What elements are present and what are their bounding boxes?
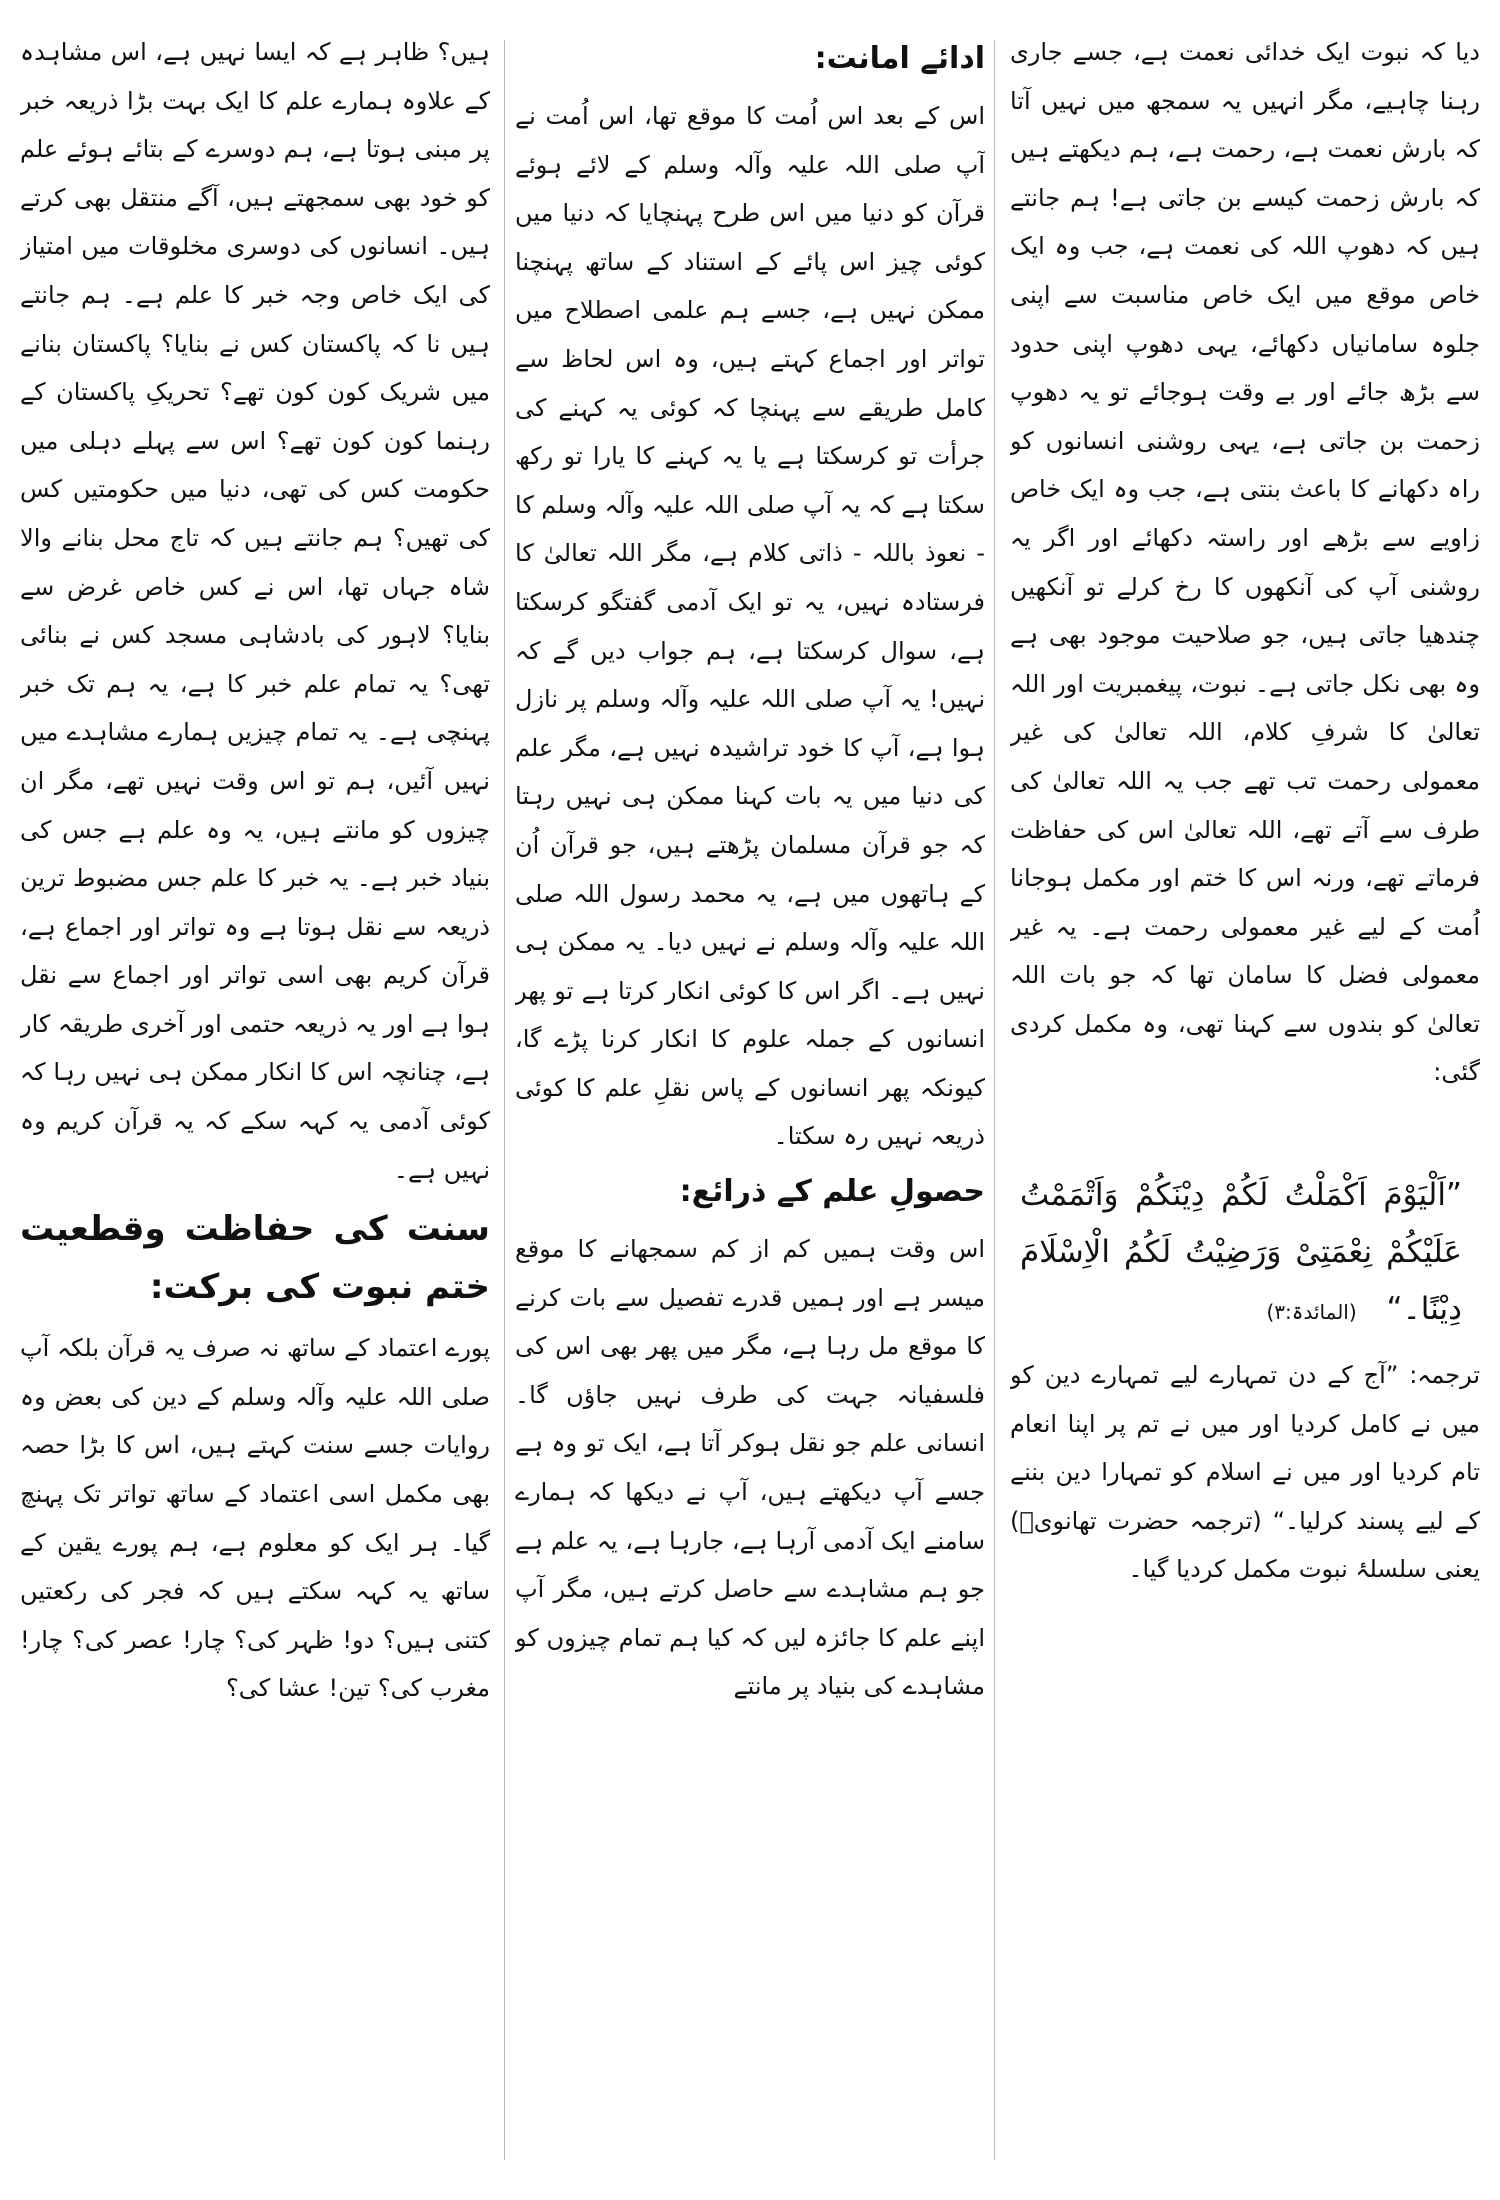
quran-verse [1020, 1167, 1462, 1341]
column-left [20, 28, 490, 2178]
column-divider [504, 40, 505, 2160]
column-right [1010, 28, 1480, 2178]
paragraph: پورے اعتماد کے ساتھ نہ صرف یہ قرآن بلکہ آپ صلی اللہ علیہ وآلہ وسلم کے دین کی بعض وہ روایات جسے سنت کہتے ہیں، اس کا بڑا حصہ بھی مکمل اسی اعتماد کے ساتھ تواتر تک پہنچ گیا۔ ہر ایک کو معلوم ہے، ہم پورے یقین کے ساتھ یہ کہہ سکتے ہیں کہ فجر کی رکعتیں کتنی ہیں؟ دو! ظہر کی؟ چار! عصر کی؟ چار! مغرب کی؟ تین! عشا کی؟ [20, 1334, 490, 1703]
paragraph: اس وقت ہمیں کم از کم سمجھانے کا موقع میسر ہے اور ہمیں قدرے تفصیل سے بات کرنے کا موقع مل رہا ہے، مگر میں پھر بھی اس کی فلسفیانہ جہت کی طرف نہیں جاؤں گا۔ انسانی علم جو نقل ہوکر آتا ہے، ایک تو وہ ہے جسے آپ دیکھتے ہیں، آپ نے دیکھا کہ ہمارے سامنے ایک آدمی آرہا ہے، جارہا ہے، یہ علم ہے جو ہم مشاہدے سے حاصل کرتے ہیں، مگر آپ اپنے علم کا جائزہ لیں کہ کیا ہم تمام چیزوں کو مشاہدے کی بنیاد پر مانتے [515, 1235, 985, 1701]
column-divider [994, 40, 995, 2160]
paragraph: دیا کہ نبوت ایک خدائی نعمت ہے، جسے جاری رہنا چاہیے، مگر انہیں یہ سمجھ میں نہیں آتا کہ بارش نعمت ہے، رحمت ہے، ہم دیکھتے ہیں کہ بارش زحمت کیسے بن جاتی ہے! ہم جانتے ہیں کہ دھوپ اللہ کی نعمت ہے، جب وہ ایک خاص موقع میں ایک خاص مناسبت سے اپنی جلوہ سامانیاں دکھائے، یہی دھوپ اپنی حدود سے بڑھ جائے اور بے وقت ہوجائے تو یہ دھوپ زحمت بن جاتی ہے، یہی روشنی انسانوں کو راہ دکھانے کا باعث بنتی ہے، جب وہ ایک خاص زاویے سے بڑھے اور راستہ دکھائے اور اگر یہ روشنی آپ کی آنکھوں کا رخ کرلے تو آنکھیں چندھیا جاتی ہیں، جو صلاحیت موجود بھی ہے وہ بھی نکل جاتی ہے۔ نبوت، پیغمبریت اور اللہ تعالیٰ کا شرفِ کلام، اللہ تعالیٰ کی غیر معمولی رحمت تب تھے جب یہ اللہ تعالیٰ کی طرف سے آتے تھے، اللہ تعالیٰ اس کی حفاظت فرماتے تھے، ورنہ اس کا ختم اور مکمل ہوجانا اُمت کے لیے غیر معمولی رحمت ہے۔ یہ غیر معمولی فضل کا سامان تھا کہ جو بات اللہ تعالیٰ کو بندوں سے کہنا تھی، وہ مکمل کردی گئی: [1010, 38, 1480, 1087]
translation-paragraph: ترجمہ: ”آج کے دن تمہارے لیے تمہارے دین کو میں نے کامل کردیا اور میں نے تم پر اپنا انعام تام کردیا اور میں نے اسلام کو تمہارا دین بننے کے لیے پسند کرلیا۔“ (ترجمہ حضرت تھانویؒ) یعنی سلسلۂ نبوت مکمل کردیا گیا۔ [1010, 1361, 1480, 1584]
section-heading: سنت کی حفاظت وقطعیت ختم نبوت کی برکت: [20, 1209, 490, 1308]
column-middle [515, 28, 985, 2178]
verse-text: ”اَلْیَوْمَ اَکْمَلْتُ لَکُمْ دِیْنَکُمْ وَاَتْمَمْتُ عَلَیْکُمْ نِعْمَتِیْ وَرَضِیْتُ لَکُمُ الْاِسْلَامَ دِیْنًا۔“ [1020, 1177, 1462, 1328]
verse-reference: (المائدۃ:۳) [1266, 1300, 1357, 1325]
paragraph: اس کے بعد اس اُمت کا موقع تھا، اس اُمت نے آپ صلی اللہ علیہ وآلہ وسلم کے لائے ہوئے قرآن کو دنیا میں اس طرح پہنچایا کہ دنیا میں کوئی چیز اس پائے کے استناد کے ساتھ پہنچنا ممکن نہیں ہے، جسے ہم علمی اصطلاح میں تواتر اور اجماع کہتے ہیں، وہ اس لحاظ سے کامل طریقے سے پہنچا کہ کوئی یہ کہنے کی جرأت تو کرسکتا ہے یا یہ کہنے کا یارا تو رکھ سکتا ہے کہ یہ آپ صلی اللہ علیہ وآلہ وسلم کا - نعوذ باللہ - ذاتی کلام ہے، مگر اللہ تعالیٰ کا فرستادہ نہیں، یہ تو ایک آدمی گفتگو کرسکتا ہے، سوال کرسکتا ہے، ہم جواب دیں گے کہ نہیں! یہ آپ صلی اللہ علیہ وآلہ وسلم پر نازل ہوا ہے، آپ کا خود تراشیدہ نہیں ہے، مگر علم کی دنیا میں یہ بات کہنا ممکن ہی نہیں رہتا کہ جو قرآن مسلمان پڑھتے ہیں، جو قرآن اُن کے ہاتھوں میں ہے، یہ محمد رسول اللہ صلی اللہ علیہ وآلہ وسلم نے نہیں دیا۔ یہ ممکن ہی نہیں ہے۔ اگر اس کا کوئی انکار کرتا ہے تو پھر انسانوں کے جملہ علوم کا انکار کرنا پڑے گا، کیونکہ پھر انسانوں کے پاس نقلِ علم کا کوئی ذریعہ نہیں رہ سکتا۔ [515, 102, 985, 1151]
section-heading: ادائے امانت: [814, 41, 985, 76]
paragraph: ہیں؟ ظاہر ہے کہ ایسا نہیں ہے، اس مشاہدہ کے علاوہ ہمارے علم کا ایک بہت بڑا ذریعہ خبر پر مبنی ہوتا ہے، ہم دوسرے کے بتائے ہوئے علم کو خود بھی سمجھتے ہیں، آگے منتقل بھی کرتے ہیں۔ انسانوں کی دوسری مخلوقات میں امتیاز کی ایک خاص وجہ خبر کا علم ہے۔ ہم جانتے ہیں نا کہ پاکستان کس نے بنایا؟ پاکستان بنانے میں شریک کون کون تھے؟ تحریکِ پاکستان کے رہنما کون کون تھے؟ اس سے پہلے دہلی میں حکومت کس کی تھی، دنیا میں حکومتیں کس کی تھیں؟ ہم جانتے ہیں کہ تاج محل بنانے والا شاہ جہاں تھا، اس نے کس خاص غرض سے بنایا؟ لاہور کی بادشاہی مسجد کس نے بنائی تھی؟ یہ تمام علم خبر کا ہے، یہ ہم تک خبر پہنچی ہے۔ یہ تمام چیزیں ہمارے مشاہدے میں نہیں آئیں، ہم تو اس وقت نہیں تھے، مگر ان چیزوں کو مانتے ہیں، یہ وہ علم ہے جس کی بنیاد خبر ہے۔ یہ خبر کا علم جس مضبوط ترین ذریعہ سے نقل ہوتا ہے وہ تواتر اور اجماع ہے، قرآن کریم بھی اسی تواتر اور اجماع سے نقل ہوا ہے اور یہ ذریعہ حتمی اور آخری طریقہ کار ہے، چنانچہ اس کا انکار ممکن ہی نہیں رہا کہ کوئی آدمی یہ کہہ سکے کہ یہ قرآن کریم وہ نہیں ہے۔ [20, 38, 490, 1184]
section-heading: حصولِ علم کے ذرائع: [679, 1174, 985, 1210]
